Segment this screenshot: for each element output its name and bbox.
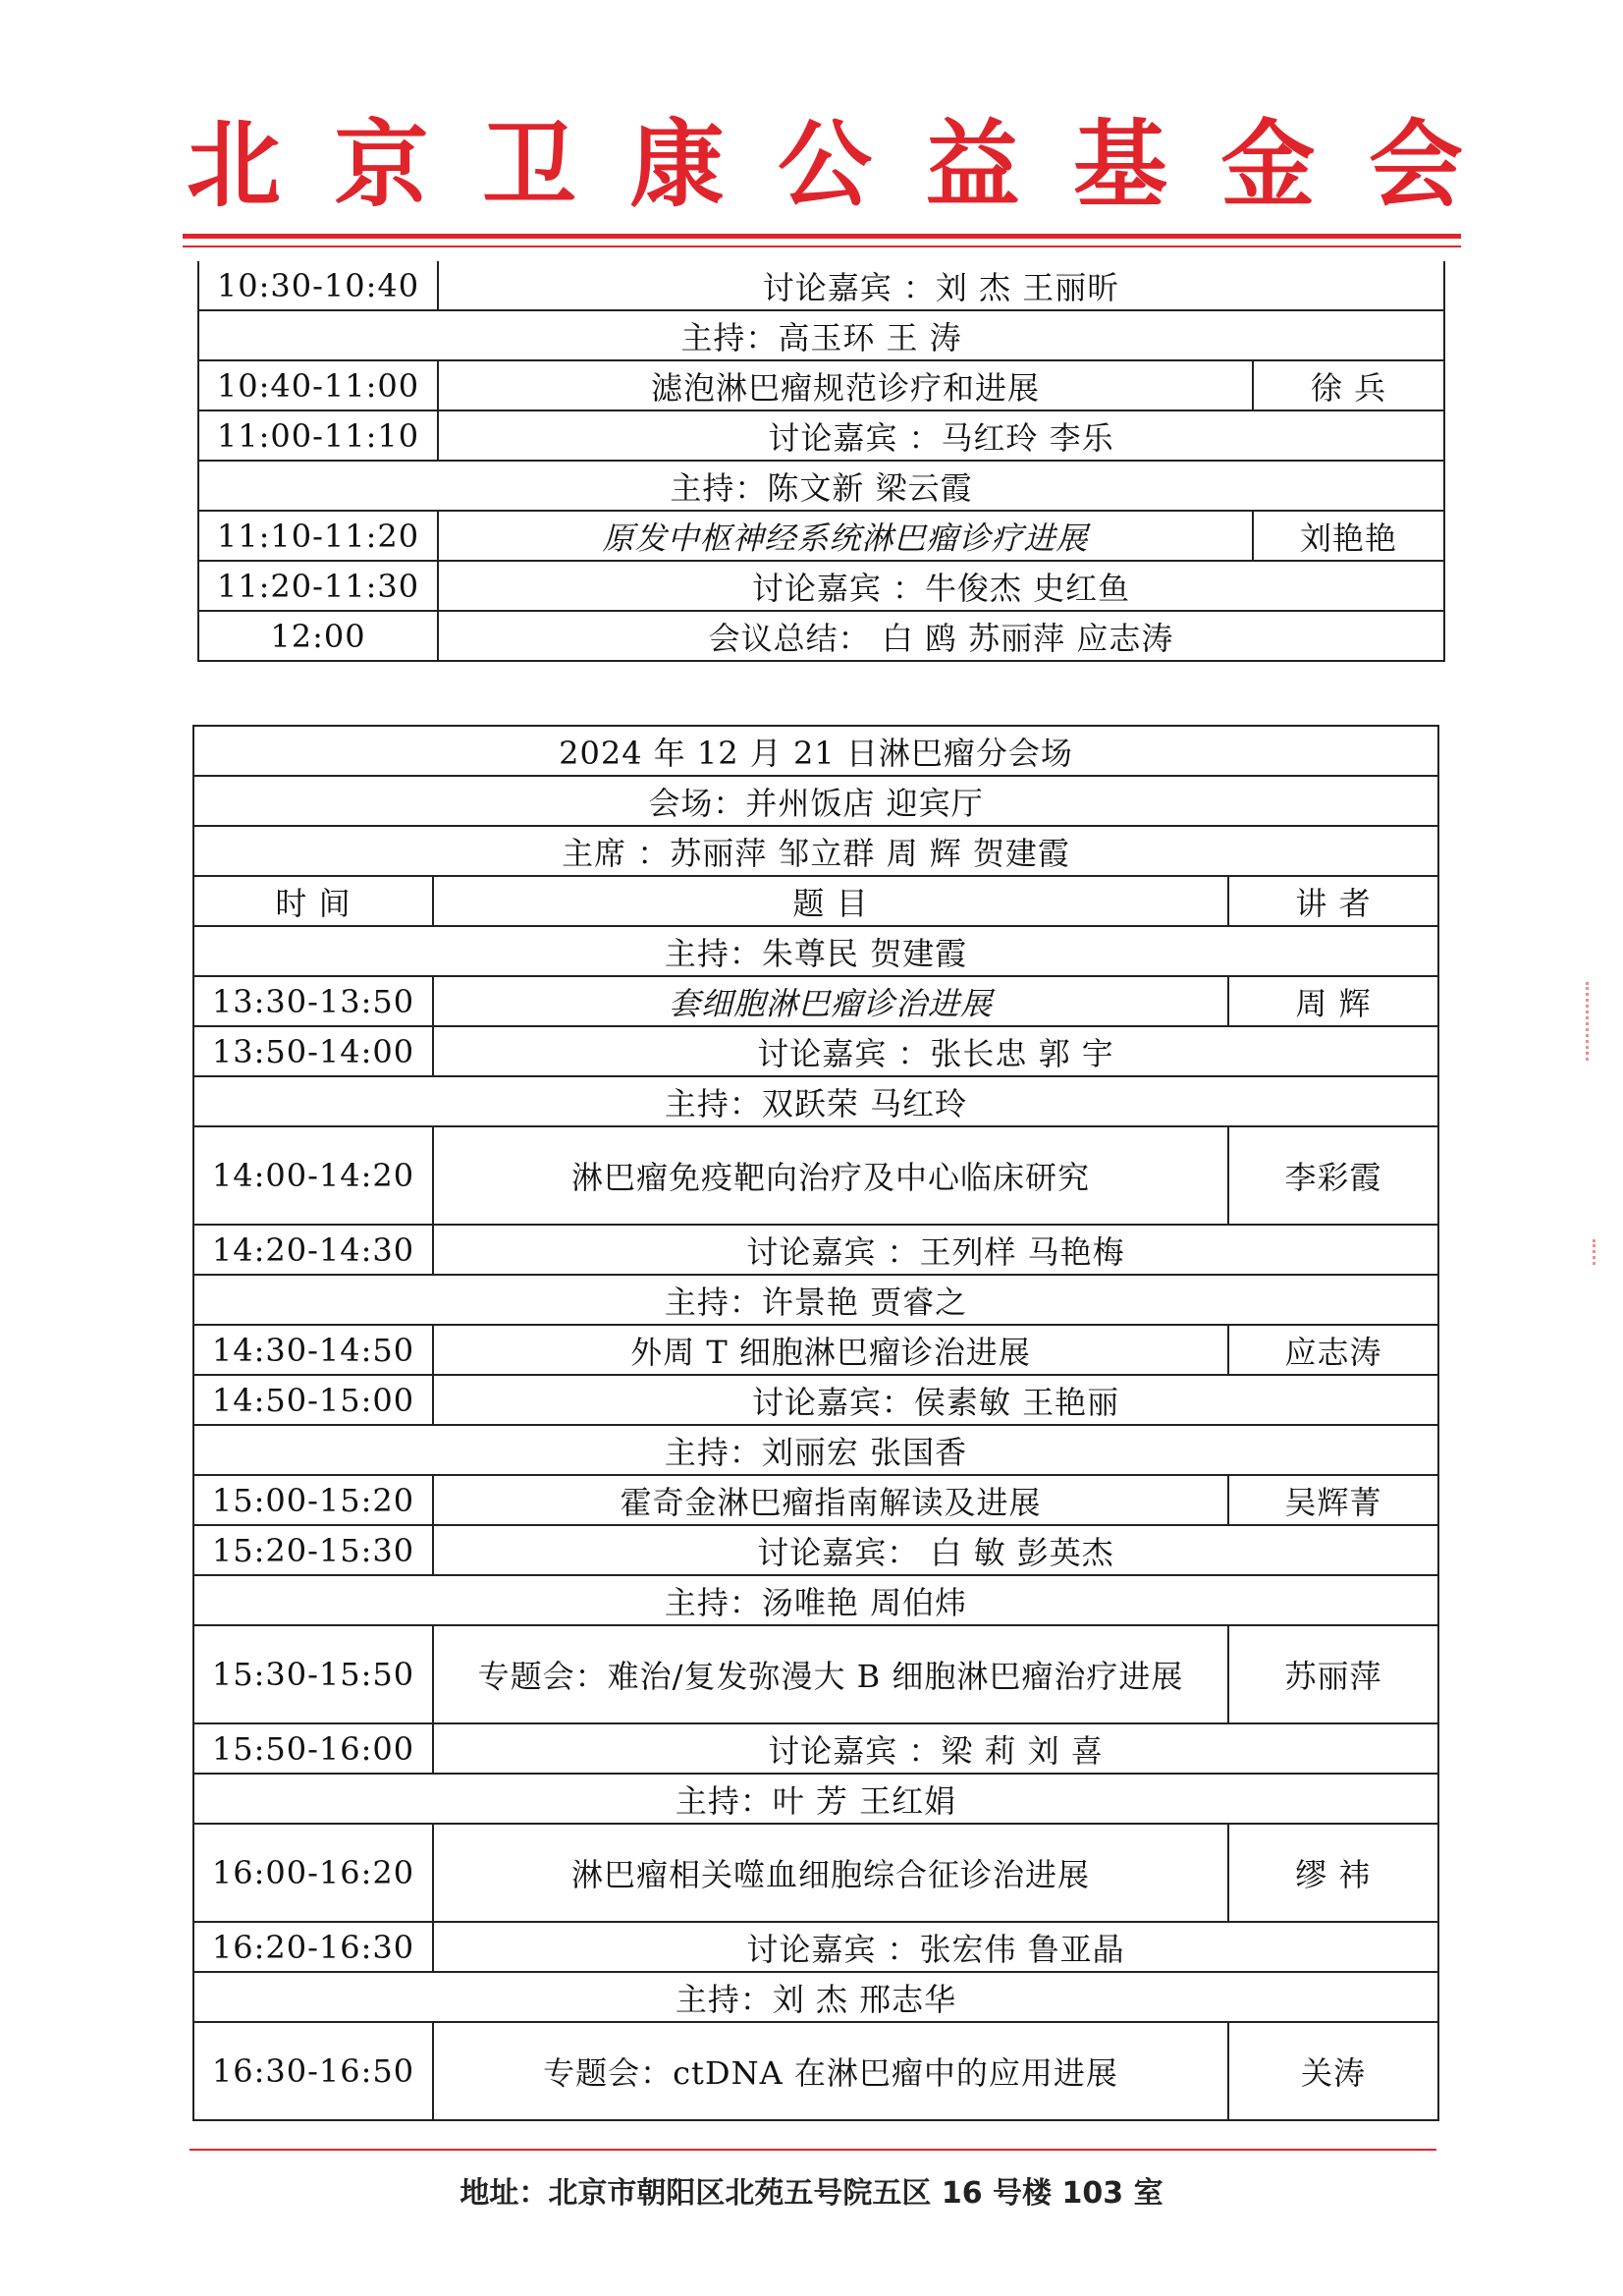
topic-cell: 外周 T 细胞淋巴瘤诊治进展 [433, 1325, 1228, 1375]
host-cell: 主持：叶 芳 王红娟 [193, 1774, 1438, 1824]
letterhead-char: 京 [334, 109, 429, 220]
footer-rule [189, 2149, 1436, 2151]
discussion-cell: 讨论嘉宾： 白 敏 彭英杰 [433, 1525, 1438, 1575]
table-row [193, 1723, 1438, 1774]
footer-address: 地址：北京市朝阳区北苑五号院五区 16 号楼 103 室 [460, 2176, 1163, 2211]
speaker-cell: 关涛 [1228, 2022, 1438, 2120]
table-row [193, 2022, 1438, 2120]
topic-cell: 专题会：难治/复发弥漫大 B 细胞淋巴瘤治疗进展 [433, 1625, 1228, 1723]
table-row [193, 926, 1438, 976]
table-row [198, 410, 1444, 461]
time-cell: 11:00-11:10 [198, 410, 438, 461]
letterhead-char: 卫 [482, 109, 576, 220]
table-row [193, 1824, 1438, 1922]
letterhead-char: 会 [1369, 109, 1463, 220]
table-row [193, 1922, 1438, 1972]
table-row [193, 1972, 1438, 2022]
host-cell: 主持：陈文新 梁云霞 [198, 461, 1444, 511]
header-time: 时 间 [193, 876, 433, 926]
speaker-cell: 应志涛 [1228, 1325, 1438, 1375]
discussion-cell: 讨论嘉宾 ：张宏伟 鲁亚晶 [433, 1922, 1438, 1972]
speaker-cell: 徐 兵 [1253, 360, 1444, 410]
header-topic: 题 目 [433, 876, 1228, 926]
speaker-cell: 苏丽萍 [1228, 1625, 1438, 1723]
speaker-cell: 周 辉 [1228, 976, 1438, 1026]
letterhead-char: 康 [629, 109, 725, 220]
time-cell: 10:30-10:40 [198, 261, 438, 310]
time-cell: 15:20-15:30 [193, 1525, 433, 1575]
table-row [198, 310, 1444, 360]
time-cell: 10:40-11:00 [198, 360, 438, 410]
host-cell: 主持：刘 杰 邢志华 [193, 1972, 1438, 2022]
letterhead-char: 公 [778, 109, 872, 220]
topic-cell: 淋巴瘤免疫靶向治疗及中心临床研究 [433, 1126, 1228, 1225]
table-row [193, 1275, 1438, 1325]
speaker-cell: 李彩霞 [1228, 1126, 1438, 1225]
host-cell: 主持：许景艳 贾睿之 [193, 1275, 1438, 1325]
table-header-row [193, 876, 1438, 926]
letterhead-char: 北 [187, 109, 281, 220]
topic-cell: 套细胞淋巴瘤诊治进展 [433, 976, 1228, 1026]
letterhead-rule-thick [183, 234, 1461, 239]
table-row [198, 261, 1444, 310]
table-row [198, 461, 1444, 511]
time-cell: 16:30-16:50 [193, 2022, 433, 2120]
time-cell: 16:20-16:30 [193, 1922, 433, 1972]
letterhead-char: 益 [925, 109, 1020, 220]
host-cell: 主持：高玉环 王 涛 [198, 310, 1444, 360]
stamp-mark [1586, 982, 1606, 1061]
table-row [193, 1625, 1438, 1723]
time-cell: 13:50-14:00 [193, 1026, 433, 1076]
table-row [193, 1126, 1438, 1225]
time-cell: 15:00-15:20 [193, 1475, 433, 1525]
table-row [193, 976, 1438, 1026]
table-row [193, 826, 1438, 876]
table-row [193, 1575, 1438, 1625]
table-row [193, 1525, 1438, 1575]
table-row [193, 726, 1438, 776]
time-cell: 11:20-11:30 [198, 561, 438, 611]
table-row [193, 1225, 1438, 1275]
host-cell: 主持：双跃荣 马红玲 [193, 1076, 1438, 1126]
host-cell: 主持：汤唯艳 周伯炜 [193, 1575, 1438, 1625]
speaker-cell: 吴辉菁 [1228, 1475, 1438, 1525]
discussion-cell: 讨论嘉宾 ：王列样 马艳梅 [433, 1225, 1438, 1275]
table-row [193, 1325, 1438, 1375]
session-date: 2024 年 12 月 21 日淋巴瘤分会场 [193, 726, 1438, 776]
table-row [198, 511, 1444, 561]
table-row [198, 360, 1444, 410]
discussion-cell: 讨论嘉宾 ：牛俊杰 史红鱼 [438, 561, 1444, 611]
topic-cell: 滤泡淋巴瘤规范诊疗和进展 [438, 360, 1253, 410]
letterhead-char: 金 [1220, 109, 1316, 220]
header-speaker: 讲 者 [1228, 876, 1438, 926]
topic-cell: 原发中枢神经系统淋巴瘤诊疗进展 [438, 511, 1253, 561]
table-row [193, 1375, 1438, 1425]
speaker-cell: 缪 祎 [1228, 1824, 1438, 1922]
morning-schedule-table [197, 261, 1445, 662]
discussion-cell: 讨论嘉宾 ：刘 杰 王丽昕 [438, 261, 1444, 310]
time-cell: 14:20-14:30 [193, 1225, 433, 1275]
topic-cell: 淋巴瘤相关噬血细胞综合征诊治进展 [433, 1824, 1228, 1922]
topic-cell: 霍奇金淋巴瘤指南解读及进展 [433, 1475, 1228, 1525]
session-venue: 会场：并州饭店 迎宾厅 [193, 776, 1438, 826]
topic-cell: 专题会：ctDNA 在淋巴瘤中的应用进展 [433, 2022, 1228, 2120]
time-cell: 15:30-15:50 [193, 1625, 433, 1723]
discussion-cell: 讨论嘉宾 ：马红玲 李乐 [438, 410, 1444, 461]
table-row [193, 1774, 1438, 1824]
time-cell: 16:00-16:20 [193, 1824, 433, 1922]
time-cell: 15:50-16:00 [193, 1723, 433, 1774]
host-cell: 主持：刘丽宏 张国香 [193, 1425, 1438, 1475]
time-cell: 11:10-11:20 [198, 511, 438, 561]
summary-cell: 会议总结： 白 鸥 苏丽萍 应志涛 [438, 611, 1444, 661]
time-cell: 12:00 [198, 611, 438, 661]
table-row [198, 611, 1444, 661]
session-chairs: 主席 ：苏丽萍 邹立群 周 辉 贺建霞 [193, 826, 1438, 876]
table-row [193, 1076, 1438, 1126]
time-cell: 14:00-14:20 [193, 1126, 433, 1225]
discussion-cell: 讨论嘉宾：侯素敏 王艳丽 [433, 1375, 1438, 1425]
stamp-mark [1593, 1239, 1603, 1265]
time-cell: 14:50-15:00 [193, 1375, 433, 1425]
letterhead-title [187, 106, 1463, 224]
table-row [193, 1026, 1438, 1076]
letterhead-rule-thin [183, 246, 1461, 247]
table-row [198, 561, 1444, 611]
discussion-cell: 讨论嘉宾 ：张长忠 郭 宇 [433, 1026, 1438, 1076]
discussion-cell: 讨论嘉宾 ：梁 莉 刘 喜 [433, 1723, 1438, 1774]
lymphoma-session-table [192, 725, 1439, 2121]
time-cell: 13:30-13:50 [193, 976, 433, 1026]
table-row [193, 776, 1438, 826]
table-row [193, 1425, 1438, 1475]
letterhead-char: 基 [1073, 109, 1167, 220]
speaker-cell: 刘艳艳 [1253, 511, 1444, 561]
host-cell: 主持：朱尊民 贺建霞 [193, 926, 1438, 976]
table-row [193, 1475, 1438, 1525]
time-cell: 14:30-14:50 [193, 1325, 433, 1375]
